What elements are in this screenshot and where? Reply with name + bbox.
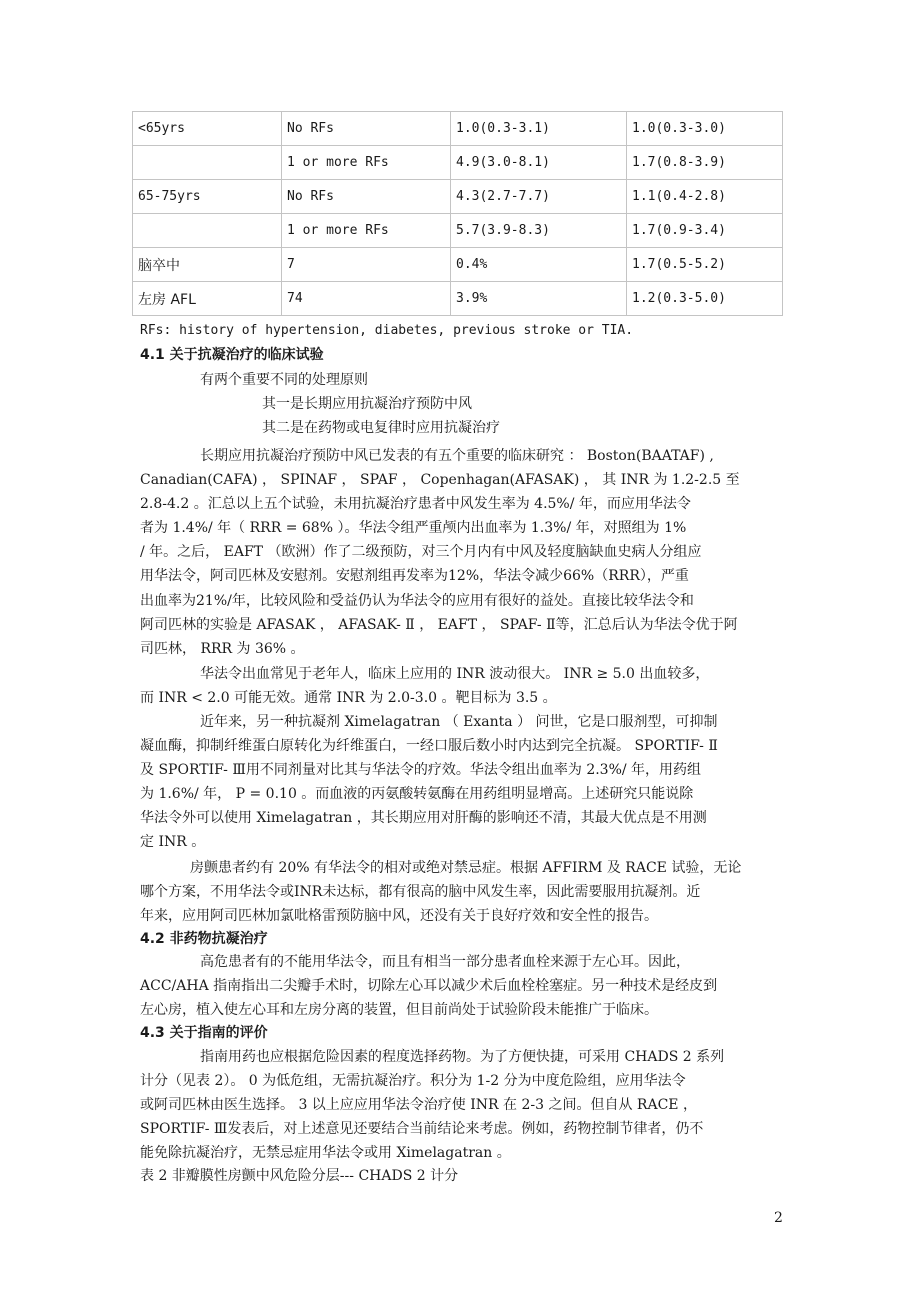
table-cell: 0.4%: [451, 248, 627, 282]
text-line: RFs: history of hypertension, diabetes, previous stroke or TIA.: [140, 323, 634, 338]
table-cell: 7: [282, 248, 451, 282]
text-line: 房颤患者约有 20% 有华法令的相对或绝对禁忌症。根据 AFFIRM 及 RACE 试验，无论: [190, 860, 742, 876]
section-heading: 4.3 关于指南的评价: [140, 1025, 268, 1041]
text-line: / 年。之后， EAFT （欧洲）作了二级预防，对三个月内有中风及轻度脑缺血史病人分组应: [140, 544, 702, 560]
text-line: 左心房，植入使左心耳和左房分离的装置，但目前尚处于试验阶段未能推广于临床。: [140, 1002, 658, 1018]
text-line: 及 SPORTIF- Ⅲ用不同剂量对比其与华法令的疗效。华法令组出血率为 2.3%/ 年，用药组: [140, 762, 702, 778]
table-cell: No RFs: [282, 180, 451, 214]
table-row: [133, 112, 783, 146]
table-cell: 4.3(2.7-7.7): [451, 180, 627, 214]
page-number: 2: [774, 1210, 783, 1226]
table-cell: 1.7(0.9-3.4): [627, 214, 783, 248]
table-cell: 3.9%: [451, 282, 627, 316]
table-row: [133, 282, 783, 316]
table-cell: 65-75yrs: [133, 180, 282, 214]
text-line: 年来，应用阿司匹林加氯吡格雷预防脑中风，还没有关于良好疗效和安全性的报告。: [140, 908, 658, 924]
table-cell: 5.7(3.9-8.3): [451, 214, 627, 248]
table-cell: [133, 146, 282, 180]
text-line: 指南用药也应根据危险因素的程度选择药物。为了方便快捷，可采用 CHADS 2 系列: [200, 1049, 725, 1065]
text-line: 出血率为21%/年，比较风险和受益仍认为华法令的应用有很好的益处。直接比较华法令和: [140, 593, 694, 609]
table-cell: 脑卒中: [133, 248, 282, 282]
text-line: 长期应用抗凝治疗预防中风已发表的有五个重要的临床研究 ： Boston(BAATAF) ,: [200, 448, 714, 464]
table-cell: 1 or more RFs: [282, 214, 451, 248]
text-line: 为 1.6%/ 年， P = 0.10 。而血液的丙氨酸转氨酶在用药组明显增高。上述研究只能说除: [140, 786, 694, 802]
text-line: 用华法令，阿司匹林及安慰剂。安慰剂组再发率为12%，华法令减少66%（RRR），严重: [140, 568, 689, 584]
text-line: 计分（见表 2）。 0 为低危组，无需抗凝治疗。积分为 1-2 分为中度危险组，应用华法令: [140, 1073, 686, 1089]
table-cell: No RFs: [282, 112, 451, 146]
text-line: 华法令出血常见于老年人，临床上应用的 INR 波动很大。 INR ≥ 5.0 出血较多，: [200, 666, 710, 682]
table-cell: 4.9(3.0-8.1): [451, 146, 627, 180]
text-line: 而 INR < 2.0 可能无效。通常 INR 为 2.0-3.0 。靶目标为 3.5 。: [140, 690, 557, 706]
text-line: 阿司匹林的实验是 AFASAK ， AFASAK- Ⅱ ， EAFT ， SPAF- Ⅱ等，汇总后认为华法令优于阿: [140, 617, 738, 633]
table-row: [133, 146, 783, 180]
risk-table: [132, 111, 783, 316]
text-line: 华法令外可以使用 Ximelagatran ，其长期应用对肝酶的影响还不清，其最大优点是不用测: [140, 810, 707, 826]
table-cell: [133, 214, 282, 248]
text-line: 表 2 非瓣膜性房颤中风危险分层--- CHADS 2 计分: [140, 1168, 459, 1184]
table-row: [133, 180, 783, 214]
table-cell: 74: [282, 282, 451, 316]
text-line: SPORTIF- Ⅲ发表后，对上述意见还要结合当前结论来考虑。例如，药物控制节律者，仍不: [140, 1121, 704, 1137]
text-line: 其二是在药物或电复律时应用抗凝治疗: [262, 420, 500, 436]
table-cell: 1.0(0.3-3.0): [627, 112, 783, 146]
text-line: 高危患者有的不能用华法令，而且有相当一部分患者血栓来源于左心耳。因此，: [200, 954, 690, 970]
table-cell: 1.2(0.3-5.0): [627, 282, 783, 316]
text-line: 凝血酶，抑制纤维蛋白原转化为纤维蛋白，一经口服后数小时内达到完全抗凝。 SPORTIF- Ⅱ: [140, 738, 718, 754]
table-cell: 1.1(0.4-2.8): [627, 180, 783, 214]
text-line: 或阿司匹林由医生选择。 3 以上应应用华法令治疗使 INR 在 2-3 之间。但自从 RACE ，: [140, 1097, 697, 1113]
text-line: ACC/AHA 指南指出二尖瓣手术时，切除左心耳以减少术后血栓栓塞症。另一种技术是经皮到: [140, 978, 718, 994]
table-cell: 1.7(0.5-5.2): [627, 248, 783, 282]
table-cell: 1.7(0.8-3.9): [627, 146, 783, 180]
table-cell: 1.0(0.3-3.1): [451, 112, 627, 146]
text-line: 有两个重要不同的处理原则: [200, 372, 368, 388]
text-line: 近年来，另一种抗凝剂 Ximelagatran （ Exanta ） 问世，它是口服剂型，可抑制: [200, 714, 718, 730]
table-row: [133, 214, 783, 248]
text-line: 司匹林， RRR 为 36% 。: [140, 641, 305, 657]
section-heading: 4.2 非药物抗凝治疗: [140, 931, 268, 947]
text-line: 其一是长期应用抗凝治疗预防中风: [262, 396, 472, 412]
text-line: 能免除抗凝治疗，无禁忌症用华法令或用 Ximelagatran 。: [140, 1145, 511, 1161]
text-line: Canadian(CAFA) ， SPINAF ， SPAF ， Copenhagan(AFASAK) ， 其 INR 为 1.2-2.5 至: [140, 472, 740, 488]
table-cell: 1 or more RFs: [282, 146, 451, 180]
text-line: 2.8-4.2 。汇总以上五个试验，未用抗凝治疗患者中风发生率为 4.5%/ 年，而应用华法令: [140, 496, 691, 512]
table-row: [133, 248, 783, 282]
text-line: 定 INR 。: [140, 834, 206, 850]
table-cell: <65yrs: [133, 112, 282, 146]
section-heading: 4.1 关于抗凝治疗的临床试验: [140, 347, 324, 363]
text-line: 者为 1.4%/ 年（ RRR = 68% ）。华法令组严重颅内出血率为 1.3%/ 年，对照组为 1%: [140, 520, 687, 536]
text-line: 哪个方案，不用华法令或INR未达标，都有很高的脑中风发生率，因此需要服用抗凝剂。近: [140, 884, 701, 900]
table-cell: 左房 AFL: [133, 282, 282, 316]
